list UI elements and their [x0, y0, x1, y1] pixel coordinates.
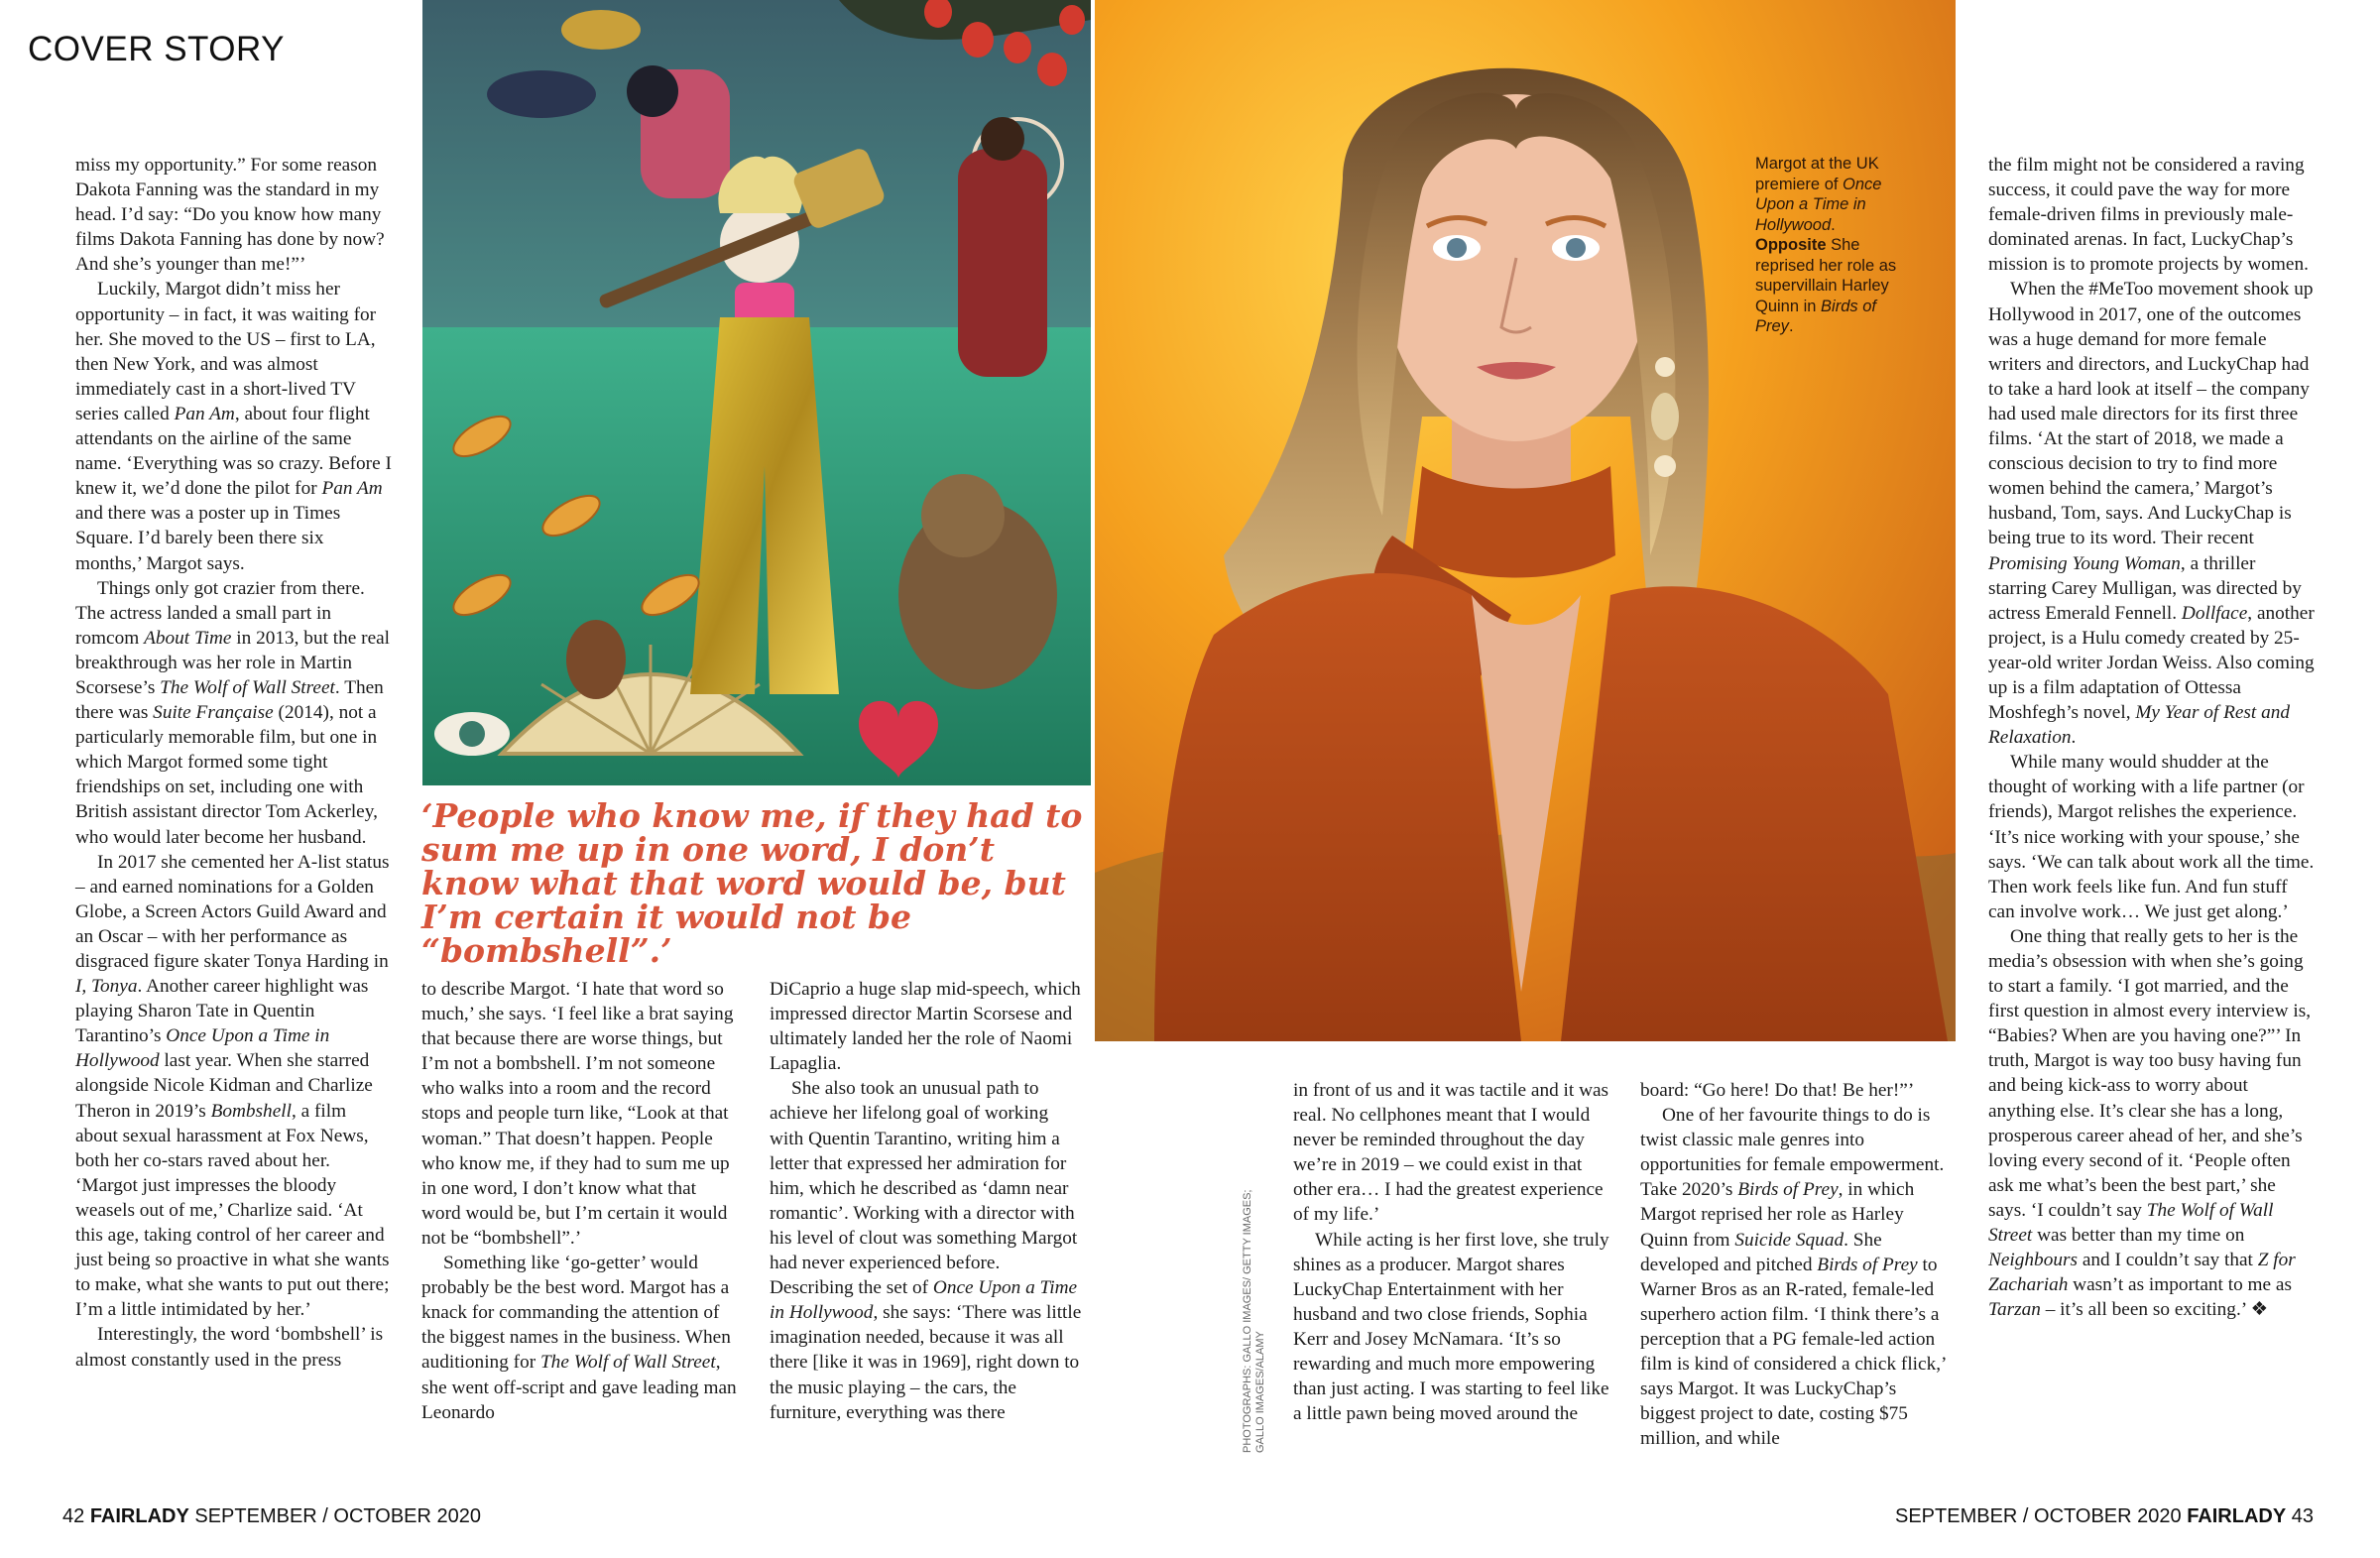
article-column-1 [75, 153, 393, 1373]
pull-quote: ‘People who know me, if they had to sum me up in one word, I don’t know what that word would be, but I’m certain it would not be “bombshell”.’ [421, 796, 1083, 970]
issue-date: SEPTEMBER / OCTOBER 2020 [194, 1505, 481, 1527]
caption-opposite-label: Opposite [1755, 236, 1827, 254]
page-number: 43 [2291, 1505, 2314, 1527]
photo-caption [1755, 154, 1904, 337]
caption-text: . [1788, 317, 1794, 335]
paragraph: miss my opportunity.” For some reason Dakota Fanning was the standard in my head. I’d say: “Do you know how many films Dakota Fanning has done by now? And she’s younger than me!”’ [75, 155, 385, 276]
section-label: COVER STORY [28, 30, 285, 68]
paragraph: While many would shudder at the thought of working with a life partner (or friends), Margot relishes the experience. ‘It’s nice working with your spouse,’ she says. ‘We can talk about work all the time. Then work feels like fun. And fun stuff can involve work… We just get along.’ [1988, 752, 2315, 922]
paragraph: to describe Margot. ‘I hate that word so much,’ she says. ‘I feel like a brat saying that because there are worse things, but I’m not a bombshell. I’m not someone who walks into a room and the record stops and people turn like, “Look at that woman.” That doesn’t happen. People who know me, if they had to sum me up in one word, I don’t know what that word would be, but I’m certain it would not be “bombshell”.’ [421, 979, 734, 1249]
caption-text: . [1831, 215, 1836, 234]
left-page-footer [62, 1505, 481, 1528]
paragraph: She also took an unusual path to achieve her lifelong goal of working with Quentin Tarantino, writing him a letter that expressed her admiration for him, which he described as ‘damn near romantic’. Working with a director with his level of clout was something Margot had never experienced before. Describing the set of Once Upon a Time in Hollywood, she says: ‘There was little imagination needed, because it was all there [like it was in 1969], right down to the music playing – the cars, the furniture, everything was there [770, 1078, 1082, 1423]
paragraph: the film might not be considered a raving success, it could pave the way for more female-driven films in previously male-dominated arenas. In fact, LuckyChap’s mission is to promote projects by women. [1988, 155, 2309, 276]
paragraph: When the #MeToo movement shook up Hollywood in 2017, one of the outcomes was a huge demand for more female writers and directors, and LuckyChap had to take a hard look at itself – the company had used male directors for its first three films. ‘At the start of 2018, we made a conscious decision to try to find more women behind the camera,’ Margot’s husband, Tom, says. And LuckyChap is being true to its word. Their recent Promising Young Woman, a thriller starring Carey Mulligan, was directed by actress Emerald Fennell. Dollface, another project, is a Hulu comedy created by 25-year-old writer Jordan Weiss. Also coming up is a film adaptation of Ottessa Moshfegh’s novel, My Year of Rest and Relaxation. [1988, 279, 2315, 749]
article-column-2 [421, 977, 739, 1425]
article-column-6 [1988, 153, 2316, 1322]
photo-credit [1242, 1175, 1266, 1453]
article-column-4 [1293, 1078, 1610, 1426]
page-number: 42 [62, 1505, 85, 1527]
article-column-3 [770, 977, 1087, 1425]
paragraph: One of her favourite things to do is twist classic male genres into opportunities for female empowerment. Take 2020’s Birds of Prey, in which Margot reprised her role as Harley Quinn from Suicide Squad. She developed and pitched Birds of Prey to Warner Bros as an R-rated, female-led superhero action film. ‘I think there’s a perception that a PG female-led action film is kind of considered a chick flick,’ says Margot. It was LuckyChap’s biggest project to date, costing $75 million, and while [1640, 1105, 1947, 1450]
paragraph: in front of us and it was tactile and it was real. No cellphones meant that I would never be reminded throughout the day we’re in 2019 – we could exist in that other era… I had the greatest experience of my life.’ [1293, 1080, 1609, 1226]
caption-text: She reprised her role as supervillain Harley Quinn in [1755, 236, 1897, 315]
paragraph: Something like ‘go-getter’ would probably be the best word. Margot has a knack for commanding the attention of the biggest names in the business. When auditioning for The Wolf of Wall Street, she went off-script and gave leading man Leonardo [421, 1253, 737, 1423]
issue-date: SEPTEMBER / OCTOBER 2020 [1895, 1505, 2182, 1527]
right-page-footer [1895, 1505, 2314, 1528]
paragraph: Interestingly, the word ‘bombshell’ is almost constantly used in the press [75, 1324, 384, 1371]
paragraph: board: “Go here! Do that! Be her!”’ [1640, 1080, 1915, 1101]
paragraph: While acting is her first love, she truly shines as a producer. Margot shares LuckyChap Entertainment with her husband and two close friends, Sophia Kerr and Josey McNamara. ‘It’s so rewarding and much more empowering than just acting. I was starting to feel like a little pawn being moved around the [1293, 1229, 1609, 1425]
caption-film-title: Once Upon a Time in Hollywood [1755, 175, 1882, 234]
photo-credit-text: PHOTOGRAPHS: GALLO IMAGES/ GETTY IMAGES; GALLO IMAGES/ALAMY [1242, 1189, 1266, 1453]
magazine-name: FAIRLADY [89, 1505, 189, 1527]
article-column-5 [1640, 1078, 1956, 1451]
paragraph: In 2017 she cemented her A-list status – and earned nominations for a Golden Globe, a Screen Actors Guild Award and an Oscar – with her performance as disgraced figure skater Tonya Harding in I, Tonya. Another career highlight was playing Sharon Tate in Quentin Tarantino’s Once Upon a Time in Hollywood last year. When she starred alongside Nicole Kidman and Charlize Theron in 2019’s Bombshell, a film about sexual harassment at Fox News, both her co-stars raved about her. ‘Margot just impresses the bloody weasels out of me,’ Charlize said. ‘At this age, taking control of her career and just being so proactive in what she wants to make, what she wants to put out there; I’m a little intimidated by her.’ [75, 851, 390, 1321]
paragraph: One thing that really gets to her is the media’s obsession with when she’s going to start a family. ‘I got married, and the first question in almost every interview is, “Babies? When are you having one?”’ In truth, Margot is way too busy having fun and being kick-ass to worry about anything else. It’s clear she has a long, prosperous career ahead of her, and she’s loving every second of it. ‘People often ask me what’s been the best part,’ she says. ‘I couldn’t say The Wolf of Wall Street was better than my time on Neighbours and I couldn’t say that Z for Zachariah wasn’t as important to me as Tarzan – it’s all been so exciting.’ ❖ [1988, 925, 2312, 1321]
paragraph: DiCaprio a huge slap mid-speech, which impressed director Martin Scorsese and ultimately landed her the role of Naomi Lapaglia. [770, 979, 1081, 1075]
magazine-name: FAIRLADY [2187, 1505, 2287, 1527]
paragraph: Luckily, Margot didn’t miss her opportunity – in fact, it was waiting for her. She moved to the US – first to LA, then New York, and was almost immediately cast in a short-lived TV series called Pan Am, about four flight attendants on the airline of the same name. ‘Everything was so crazy. Before I knew it, we’d done the pilot for Pan Am and there was a poster up in Times Square. I’d barely been there six months,’ Margot says. [75, 279, 392, 574]
paragraph: Things only got crazier from there. The actress landed a small part in romcom About Time in 2013, but the real breakthrough was her role in Martin Scorsese’s The Wolf of Wall Street. Then there was Suite Française (2014), not a particularly memorable film, but one in which Margot formed some tight friendships on set, including one with British assistant director Tom Ackerley, who would later become her husband. [75, 577, 391, 848]
birds-of-prey-artwork [422, 0, 1091, 785]
caption-film-title: Birds of Prey [1755, 297, 1876, 335]
caption-text: Margot at the UK premiere of [1755, 155, 1879, 193]
